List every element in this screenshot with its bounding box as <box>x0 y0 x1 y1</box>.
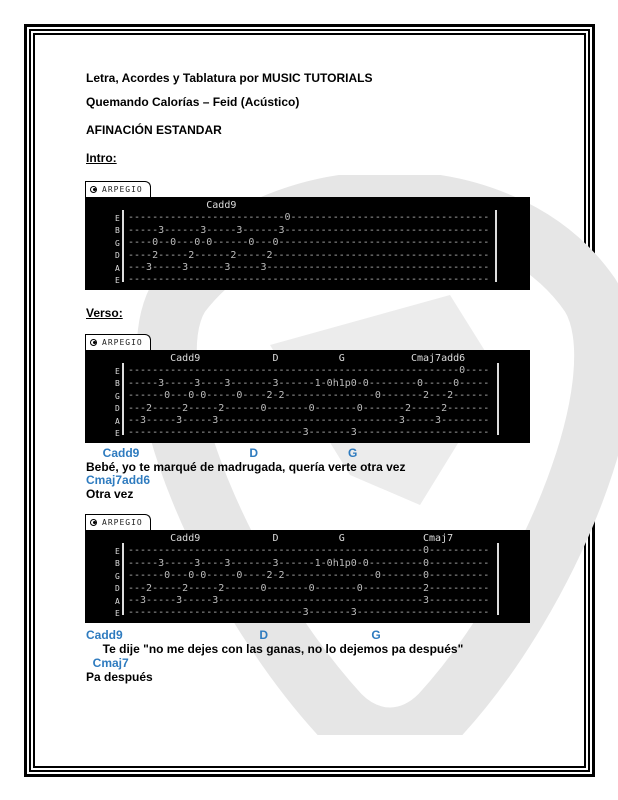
string-names <box>115 546 120 620</box>
string-name: G <box>115 238 120 248</box>
verse2-lyric-1: Te dije "no me dejes con las ganas, no lo dejemos pa después" <box>86 642 464 656</box>
string-line: ----0--0---0-0------0---0----------------------------------- <box>128 237 490 249</box>
tab-label <box>85 334 151 350</box>
string-line: ------0---0-0-----0----2-2---------------0-------0---------- <box>128 570 490 582</box>
string-name: B <box>115 559 120 569</box>
string-line: -----3-----3----3-------3------1-0h1p0-0--------0-----0----- <box>128 377 490 389</box>
string-name: E <box>115 214 120 223</box>
string-name: D <box>115 251 120 261</box>
string-name: D <box>115 404 120 414</box>
string-name: G <box>115 391 120 401</box>
staff-start-bar <box>122 363 124 435</box>
verse1-chords-1: Cadd9 D G <box>86 446 358 460</box>
string-line: ---2-----2-----2------0-------0-------0-------2-----2------- <box>128 402 490 414</box>
string-line: -------------------------------------------------0---------- <box>128 545 490 557</box>
staff-start-bar <box>122 210 124 282</box>
string-line: --------------------------0--------------------------------- <box>128 212 490 224</box>
string-name: D <box>115 584 120 594</box>
tab-label-text: ARPEGIO <box>102 518 143 527</box>
chord-row: Cadd9 <box>128 200 237 211</box>
string-line: ----2-----2------2-----2------------------------------------ <box>128 249 490 261</box>
string-name: E <box>115 276 120 286</box>
tab-label <box>85 181 151 197</box>
string-name: A <box>115 596 120 606</box>
credit-line: Letra, Acordes y Tablatura por MUSIC TUTORIALS <box>86 71 373 85</box>
verse1-lyric-2: Otra vez <box>86 487 134 501</box>
string-line: -------------------------------------------------------0---- <box>128 365 490 377</box>
verse2-chords-1: Cadd9 D G <box>86 628 381 642</box>
string-name: E <box>115 547 120 556</box>
section-verse: Verso: <box>86 306 123 320</box>
tab-lines <box>128 533 489 620</box>
string-name: E <box>115 429 120 439</box>
tab-label <box>85 514 151 530</box>
string-name: A <box>115 416 120 426</box>
string-name: A <box>115 263 120 273</box>
arpeggio-icon <box>90 339 97 346</box>
string-names <box>115 213 120 287</box>
tab-label-text: ARPEGIO <box>102 338 143 347</box>
tab-staff <box>85 350 530 443</box>
verse2-chords-2: Cmaj7 <box>86 656 129 670</box>
verse2-lyric-2: Pa después <box>86 670 153 684</box>
string-line: ---3-----3------3-----3------------------------------------- <box>128 262 490 274</box>
arpeggio-icon <box>90 186 97 193</box>
string-name: B <box>115 226 120 236</box>
string-line: -----3------3-----3------3---------------------------------- <box>128 224 490 236</box>
string-line: --3-----3-----3------------------------------3-----3-------- <box>128 415 490 427</box>
string-name: E <box>115 609 120 619</box>
tab-staff <box>85 197 530 290</box>
string-line: ------0---0-0-----0----2-2---------------0-------2---2------ <box>128 390 490 402</box>
tab-lines <box>128 200 489 287</box>
string-line: ---2-----2-----2------0-------0-------0----------2---------- <box>128 582 490 594</box>
string-name: G <box>115 571 120 581</box>
staff-start-bar <box>122 543 124 615</box>
verse1-lyric-1: Bebé, yo te marqué de madrugada, quería verte otra vez <box>86 460 406 474</box>
staff-end-bar <box>497 363 499 435</box>
verse1-chords-2: Cmaj7add6 <box>86 473 151 487</box>
chord-row: Cadd9 D G Cmaj7 <box>128 533 454 544</box>
string-line: --3-----3-----3----------------------------------3---------- <box>128 595 490 607</box>
section-intro: Intro: <box>86 151 117 165</box>
staff-end-bar <box>495 210 497 282</box>
tab-lines <box>128 353 489 440</box>
chord-row: Cadd9 D G Cmaj7add6 <box>128 353 466 364</box>
arpeggio-icon <box>90 519 97 526</box>
tab-staff <box>85 530 530 623</box>
tab-label-text: ARPEGIO <box>102 185 143 194</box>
song-title: Quemando Calorías – Feid (Acústico) <box>86 95 300 109</box>
string-line: ------------------------------------------------------------ <box>128 274 490 286</box>
staff-end-bar <box>497 543 499 615</box>
string-name: E <box>115 367 120 376</box>
string-line: -----------------------------3-------3---------------------- <box>128 427 490 439</box>
string-name: B <box>115 379 120 389</box>
string-names <box>115 366 120 440</box>
tuning-label: AFINACIÓN ESTANDAR <box>86 123 222 137</box>
string-line: -----------------------------3-------3---------------------- <box>128 607 490 619</box>
string-line: -----3-----3----3-------3------1-0h1p0-0---------0---------- <box>128 557 490 569</box>
